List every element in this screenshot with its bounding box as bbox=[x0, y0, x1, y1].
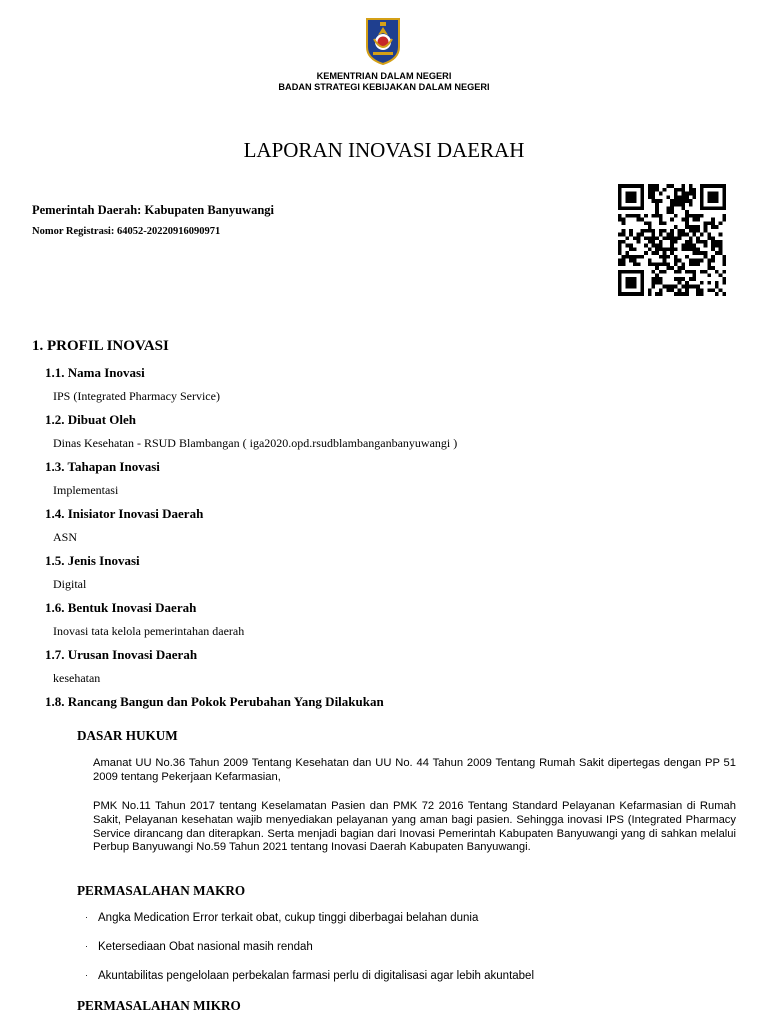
item-label-rancang-bangun: 1.8. Rancang Bangun dan Pokok Perubahan Yang Dilakukan bbox=[45, 694, 384, 709]
item-label-dibuat-oleh: 1.2. Dibuat Oleh bbox=[45, 412, 137, 427]
item-value-urusan: kesehatan bbox=[53, 671, 101, 685]
nomor-registrasi: Nomor Registrasi: 64052-20220916090971 bbox=[32, 226, 221, 237]
paragraph-dasar-hukum-2: PMK No.11 Tahun 2017 tentang Keselamatan Pasien dan PMK 72 2016 Tentang Standard Pelayanan Kefarmasian di Rumah Sakit, Pelayanan kesehatan wajib menyediakan pelayanan yang aman bagi pasien. Sehingga inovasi IPS (Integrated Pharmacy Service dirancang dan diterapkan. Serta menjadi bagian dari Inovasi Pemerintah Kabupaten Banyuwangi yang di sahkan melalui Perbup Banyuwangi No.59 Tahun 2021 tentang Inovasi Daerah Kabupaten Banyuwangi. bbox=[93, 800, 736, 854]
bullet-icon: · bbox=[85, 941, 88, 951]
heading-permasalahan-mikro: PERMASALAHAN MIKRO bbox=[77, 998, 241, 1013]
qr-code bbox=[618, 184, 726, 296]
section-profil-inovasi: 1. PROFIL INOVASI bbox=[32, 338, 169, 354]
item-value-inisiator: ASN bbox=[53, 530, 78, 544]
item-label-tahapan: 1.3. Tahapan Inovasi bbox=[45, 459, 160, 474]
bullet-icon: · bbox=[85, 970, 88, 980]
ministry-name bbox=[0, 71, 768, 93]
paragraph-dasar-hukum-1: Amanat UU No.36 Tahun 2009 Tentang Kesehatan dan UU No. 44 Tahun 2009 Tentang Rumah Sakit dipertegas dengan PP 51 2009 tentang Pekerjaan Kefarmasian, bbox=[93, 757, 736, 783]
item-label-inisiator: 1.4. Inisiator Inovasi Daerah bbox=[45, 506, 204, 521]
ministry-line-2: BADAN STRATEGI KEBIJAKAN DALAM NEGERI bbox=[278, 82, 490, 92]
item-value-jenis: Digital bbox=[53, 577, 87, 591]
item-value-bentuk: Inovasi tata kelola pemerintahan daerah bbox=[53, 624, 245, 638]
list-item: · Angka Medication Error terkait obat, cukup tinggi diberbagai belahan dunia bbox=[85, 912, 479, 924]
pemerintah-daerah: Pemerintah Daerah: Kabupaten Banyuwangi bbox=[32, 203, 275, 217]
list-item: · Ketersediaan Obat nasional masih rendah bbox=[85, 941, 313, 953]
item-label-nama-inovasi: 1.1. Nama Inovasi bbox=[45, 365, 145, 380]
heading-dasar-hukum: DASAR HUKUM bbox=[77, 728, 178, 743]
heading-permasalahan-makro: PERMASALAHAN MAKRO bbox=[77, 883, 246, 898]
item-value-nama-inovasi: IPS (Integrated Pharmacy Service) bbox=[53, 389, 220, 403]
item-value-tahapan: Implementasi bbox=[53, 483, 119, 497]
list-item: · Akuntabilitas pengelolaan perbekalan farmasi perlu di digitalisasi agar lebih akuntabel bbox=[85, 970, 535, 982]
item-label-bentuk: 1.6. Bentuk Inovasi Daerah bbox=[45, 600, 197, 615]
bullet-icon: · bbox=[85, 912, 88, 922]
item-label-jenis: 1.5. Jenis Inovasi bbox=[45, 553, 140, 568]
ministry-line-1: KEMENTRIAN DALAM NEGERI bbox=[316, 71, 452, 81]
report-title: LAPORAN INOVASI DAERAH bbox=[243, 138, 525, 162]
kemendagri-logo bbox=[364, 17, 402, 65]
item-value-dibuat-oleh: Dinas Kesehatan - RSUD Blambangan ( iga2020.opd.rsudblambanganbanyuwangi ) bbox=[53, 436, 458, 450]
item-label-urusan: 1.7. Urusan Inovasi Daerah bbox=[45, 647, 198, 662]
